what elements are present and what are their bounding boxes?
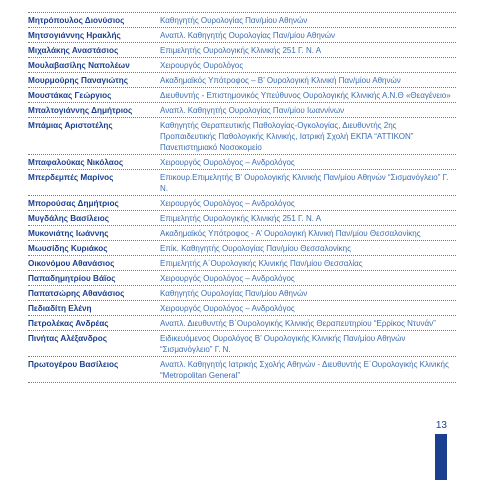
person-name: Μητρόπουλος Διονύσιος bbox=[28, 16, 125, 25]
person-name: Μυγδάλης Βασίλειος bbox=[28, 214, 110, 223]
person-name: Πρωτογέρου Βασίλειος bbox=[28, 360, 119, 369]
person-name: Μπαλτογιάννης Δημήτριος bbox=[28, 106, 133, 115]
person-role: Επίκ. Καθηγητής Ουρολογίας Παν/μίου Θεσσαλονίκης bbox=[160, 244, 351, 253]
person-name: Μουστάκας Γεώργιος bbox=[28, 91, 112, 100]
list-item bbox=[28, 331, 456, 357]
person-role: Επιμελητής Ουρολογικής Κλινικής 251 Γ. Ν. Α bbox=[160, 214, 322, 223]
page-tab-marker bbox=[435, 434, 447, 480]
list-item bbox=[28, 43, 456, 58]
list-item bbox=[28, 103, 456, 118]
person-role: Αναπλ. Καθηγητής Ουρολογίας Παν/μίου Ιωαννίνων bbox=[160, 106, 345, 115]
person-name: Μπαφαλούκας Νικόλαος bbox=[28, 158, 124, 167]
person-role: Ακαδημαϊκός Υπότροφος – Β’ Ουρολογική Κλινική Παν/μίου Αθηνών bbox=[160, 76, 401, 85]
person-name: Πινήτας Αλέξανδρος bbox=[28, 334, 108, 343]
person-name: Μπάμιας Αριστοτέλης bbox=[28, 121, 113, 130]
person-role: Χειρουργός Ουρολόγος – Ανδρολόγος bbox=[160, 199, 295, 208]
person-name: Μουλαβασίλης Ναπολέων bbox=[28, 61, 130, 70]
list-item bbox=[28, 271, 456, 286]
person-role: Επιμελητής Ουρολογικής Κλινικής 251 Γ. Ν. Α bbox=[160, 46, 322, 55]
person-role: Χειρουργός Ουρολόγος bbox=[160, 61, 244, 70]
list-item bbox=[28, 170, 456, 196]
person-role: Διευθυντής - Επιστημονικός Υπεύθυνος Ουρολογικής Κλινικής Α.Ν.Θ «Θεαγένειο» bbox=[160, 91, 451, 100]
list-item bbox=[28, 211, 456, 226]
person-role: Καθηγητής Ουρολογίας Παν/μίου Αθηνών bbox=[160, 16, 308, 25]
person-name: Μυκονιάτης Ιωάννης bbox=[28, 229, 109, 238]
list-item bbox=[28, 357, 456, 383]
list-item bbox=[28, 155, 456, 170]
person-name: Μωυσίδης Κυριάκος bbox=[28, 244, 108, 253]
person-role: Αναπλ. Καθηγητής Ουρολογίας Παν/μίου Αθηνών bbox=[160, 31, 336, 40]
person-name: Μπορούσας Δημήτριος bbox=[28, 199, 119, 208]
list-item bbox=[28, 316, 456, 331]
person-name: Μιχαλάκης Αναστάσιος bbox=[28, 46, 119, 55]
person-role: Χειρουργός Ουρολόγος – Ανδρολόγος bbox=[160, 274, 295, 283]
list-item bbox=[28, 28, 456, 43]
person-role: Επικουρ.Επιμελητής Β’ Ουρολογικής Κλινικής Παν/μίου Αθηνών “Σισμανόγλειο” Γ. Ν. bbox=[160, 173, 449, 193]
person-name: Μητσογιάννης Ηρακλής bbox=[28, 31, 121, 40]
person-name: Πετρολέκας Ανδρέας bbox=[28, 319, 109, 328]
list-item bbox=[28, 12, 456, 28]
list-item bbox=[28, 301, 456, 316]
list-item bbox=[28, 58, 456, 73]
person-name: Πεδιαδίτη Ελένη bbox=[28, 304, 92, 313]
person-role: Χειρουργός Ουρολόγος – Ανδρολόγος bbox=[160, 158, 295, 167]
list-item bbox=[28, 118, 456, 155]
person-role: Αναπλ. Διευθυντής Β΄Ουρολογικής Κλινικής Θεραπευτηρίου “Ερρίκος Ντυνάν” bbox=[160, 319, 436, 328]
list-item bbox=[28, 256, 456, 271]
person-role: Αναπλ. Καθηγητής Ιατρικής Σχολής Αθηνών - Διευθυντής Ε΄Ουρολογικής Κλινικής “Metropolitan General” bbox=[160, 360, 449, 380]
list-item bbox=[28, 73, 456, 88]
page-number: 13 bbox=[435, 420, 447, 431]
person-name: Οικονόμου Αθανάσιος bbox=[28, 259, 115, 268]
person-role: Καθηγητής Θεραπευτικής Παθολογίας-Ογκολογίας, Διευθυντής 2ης Προπαιδευτικής Παθολογικής Κλινικής, Ιατρική Σχολή ΕΚΠΑ “ΑΤΤΙΚΟΝ” Πανεπιστημιακό Νοσοκομείο bbox=[160, 121, 414, 152]
person-role: Ειδικευόμενος Ουρολόγος Β’ Ουρολογικής Κλινικής Παν/μίου Αθηνών “Σισμανόγλειο” Γ. Ν. bbox=[160, 334, 406, 354]
list-item bbox=[28, 286, 456, 301]
person-role: Καθηγητής Ουρολογίας Παν/μίου Αθηνών bbox=[160, 289, 308, 298]
person-role: Ακαδημαϊκός Υπότροφος - Α’ Ουρολογική Κλινική Παν/μίου Θεσσαλονίκης bbox=[160, 229, 421, 238]
list-item bbox=[28, 226, 456, 241]
list-item bbox=[28, 196, 456, 211]
faculty-list bbox=[28, 12, 456, 383]
person-name: Μουρμούρης Παναγιώτης bbox=[28, 76, 128, 85]
list-item bbox=[28, 241, 456, 256]
person-name: Παπατσώρης Αθανάσιος bbox=[28, 289, 125, 298]
person-name: Μπερδεμπές Μαρίνος bbox=[28, 173, 114, 182]
list-item bbox=[28, 88, 456, 103]
person-role: Επιμελητής Α΄Ουρολογικής Κλινικής Παν/μίου Θεσσαλίας bbox=[160, 259, 363, 268]
person-role: Χειρουργός Ουρολόγος – Ανδρολόγος bbox=[160, 304, 295, 313]
person-name: Παπαδημητρίου Βάϊος bbox=[28, 274, 116, 283]
